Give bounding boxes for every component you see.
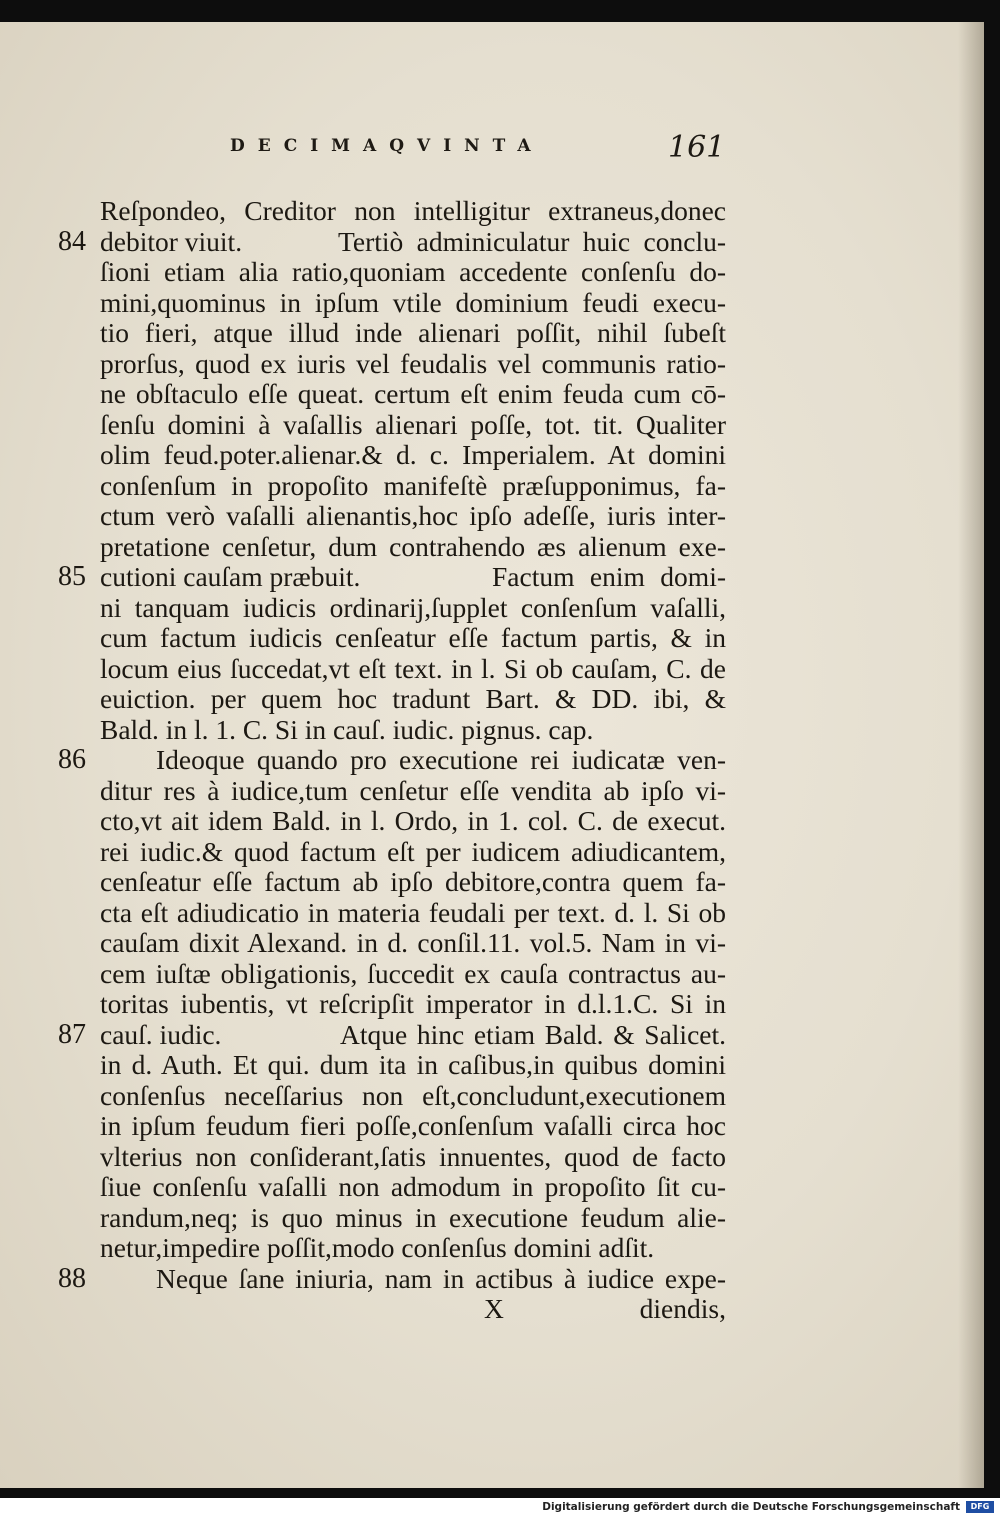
text-line: ne obſtaculo eſſe queat. certum eſt enim feuda cum cō- [100, 378, 726, 409]
text-line: euiction. per quem hoc tradunt Bart. & DD. ibi, & [100, 683, 726, 714]
text-line: locum eius ſuccedat,vt eſt text. in l. Si ob cauſam, C. de [100, 652, 726, 684]
text-line: in d. Auth. Et qui. dum ita in caſibus,in quibus domini [100, 1049, 726, 1080]
text-line: cenſeatur eſſe factum ab ipſo debitore,contra quem fa- [100, 866, 726, 897]
book-page [0, 22, 984, 1488]
signature-line [100, 1294, 726, 1325]
text-line: cta eſt adiudicatio in materia feudali per text. d. l. Si ob [100, 896, 726, 928]
text-line: cauſam dixit Alexand. in d. conſil.11. vol.5. Nam in vi- [100, 927, 726, 958]
text-line: Bald. in l. 1. C. Si in cauſ. iudic. pignus. cap. [100, 713, 594, 745]
text-line: Reſpondeo, Creditor non intelligitur extraneus,donec [100, 195, 726, 226]
text-line: vlterius non conſiderant,ſatis innuentes, quod de facto [100, 1140, 726, 1172]
text-line: pretatione cenſetur, dum contrahendo æs alienum exe- [100, 530, 726, 562]
text-line: ditur res à iudice,tum cenſetur eſſe vendita ab ipſo vi- [100, 774, 726, 806]
text-line: cto,vt ait idem Bald. in l. Ordo, in 1. col. C. de execut. [100, 805, 726, 836]
text-line: conſenſus neceſſarius non eſt,concludunt,executionem [100, 1079, 726, 1111]
footer-credit: Digitalisierung gefördert durch die Deutsche Forschungsgemeinschaft [542, 1501, 960, 1513]
text-line: netur,impedire poſſit,modo conſenſus domini adſit. [100, 1232, 655, 1263]
dfg-logo-icon: DFG [966, 1501, 994, 1513]
text-line: mini,quominus in ipſum vtile dominium feudi execu- [100, 286, 726, 318]
text-line: ſenſu domini à vaſallis alienari poſſe, tot. tit. Qualiter [100, 408, 726, 440]
text-line: 87 cauſ. iudic. Atque hinc etiam Bald. & Salicet. [58, 1018, 726, 1050]
running-title: DECIMAQVINTA [230, 136, 544, 156]
margin-number: 85 [58, 561, 86, 592]
text-line: toritas iubentis, vt reſcripſit imperator in d.l.1.C. Si in [100, 988, 726, 1019]
text-line: 84 debitor viuit. Tertiò adminiculatur huic conclu- [58, 225, 726, 257]
text-line: 85 cutioni cauſam præbuit. Factum enim domi- [58, 561, 726, 592]
text-line: ſioni etiam alia ratio,quoniam accedente conſenſu do- [100, 256, 726, 287]
text-line: ni tanquam iudicis ordinarij,ſupplet conſenſum vaſalli, [100, 591, 726, 623]
margin-number: 84 [58, 225, 86, 257]
text-line: olim feud.poter.alienar.& d. c. Imperialem. At domini [100, 439, 726, 470]
text-line: ſiue conſenſu vaſalli non admodum in propoſito ſit cu- [100, 1171, 726, 1202]
text-line: 86 Ideoque quando pro executione rei iudicatæ ven- [58, 744, 726, 775]
text-line: ctum verò vaſalli alienantis,hoc ipſo adeſſe, iuris inter- [100, 500, 726, 531]
page-number: 161 [668, 130, 726, 165]
text-line: 88 Neque ſane iniuria, nam in actibus à iudice expe- [58, 1262, 726, 1294]
body-text [58, 195, 726, 1325]
catchword: diendis, [639, 1293, 726, 1324]
text-line: in ipſum feudum fieri poſſe,conſenſum vaſalli circa hoc [100, 1110, 726, 1141]
margin-number: 86 [58, 744, 86, 775]
margin-number: 87 [58, 1018, 86, 1050]
text-line: rei iudic.& quod factum eſt per iudicem adiudicantem, [100, 835, 726, 867]
text-line: cem iuſtæ obligationis, ſuccedit ex cauſa contractus au- [100, 957, 726, 989]
page-header [0, 130, 984, 170]
text-line: cum factum iudicis cenſeatur eſſe factum partis, & in [100, 622, 726, 653]
text-line: tio fieri, atque illud inde alienari poſſit, nihil ſubeſt [100, 317, 726, 348]
signature-mark: X [484, 1293, 504, 1324]
margin-number: 88 [58, 1262, 86, 1294]
text-line: randum,neq; is quo minus in executione feudum alie- [100, 1201, 726, 1233]
text-line: prorſus, quod ex iuris vel feudalis vel communis ratio- [100, 347, 726, 379]
footer-bar [0, 1498, 1000, 1516]
text-line: conſenſum in propoſito manifeſtè præſupponimus, fa- [100, 469, 726, 501]
